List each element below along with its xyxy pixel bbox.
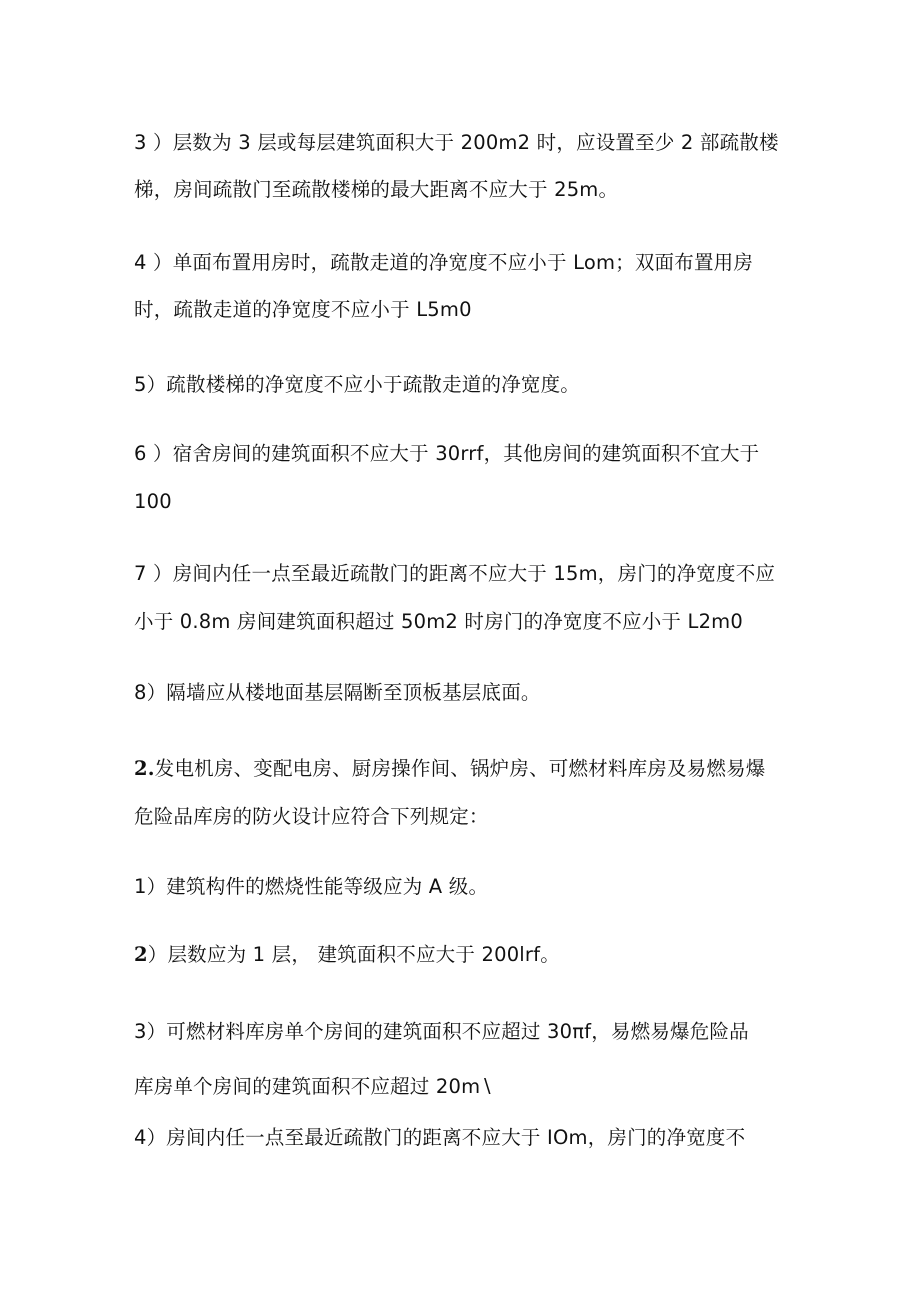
section-2-item-3-line-2: 库房单个房间的建筑面积不应超过 20m∖ bbox=[134, 1075, 493, 1098]
section-2-number: 2. bbox=[134, 757, 155, 780]
paragraph-6-line-1: 6 ）宿舍房间的建筑面积不应大于 30rrf，其他房间的建筑面积不宜大于 bbox=[134, 442, 760, 465]
section-2-title: 发电机房、变配电房、厨房操作间、锅炉房、可燃材料库房及易燃易爆 bbox=[154, 757, 766, 780]
paragraph-3-line-1: 3 ）层数为 3 层或每层建筑面积大于 200m2 时，应设置至少 2 部疏散楼 bbox=[134, 131, 779, 154]
paragraph-7-line-1: 7 ）房间内任一点至最近疏散门的距离不应大于 15m，房门的净宽度不应 bbox=[134, 562, 776, 585]
section-2-item-1: 1）建筑构件的燃烧性能等级应为 A 级。 bbox=[134, 875, 489, 898]
paragraph-4-line-2: 时，疏散走道的净宽度不应小于 L5m0 bbox=[134, 298, 472, 321]
section-2-item-2-text: ）层数应为 1 层， 建筑面积不应大于 200lrf。 bbox=[147, 943, 560, 966]
section-2-item-4-line-1: 4）房间内任一点至最近疏散门的距离不应大于 IOm，房门的净宽度不 bbox=[134, 1126, 746, 1149]
section-2-item-2-number: 2 bbox=[134, 943, 148, 966]
paragraph-7-line-2: 小于 0.8m 房间建筑面积超过 50m2 时房门的净宽度不应小于 L2m0 bbox=[134, 610, 743, 633]
paragraph-4-line-1: 4 ）单面布置用房时，疏散走道的净宽度不应小于 Lom；双面布置用房 bbox=[134, 251, 754, 274]
section-2-line-2: 危险品库房的防火设计应符合下列规定： bbox=[134, 805, 489, 828]
section-2-line-1 bbox=[134, 756, 794, 782]
section-2-item-3-line-1: 3）可燃材料库房单个房间的建筑面积不应超过 30πf，易燃易爆危险品 bbox=[134, 1020, 749, 1043]
section-2-item-2 bbox=[134, 942, 794, 968]
paragraph-3-line-2: 梯，房间疏散门至疏散楼梯的最大距离不应大于 25m。 bbox=[134, 178, 619, 201]
paragraph-6-line-2: 100 bbox=[134, 490, 172, 513]
paragraph-8-line-1: 8）隔墙应从楼地面基层隔断至顶板基层底面。 bbox=[134, 681, 541, 704]
paragraph-5-line-1: 5）疏散楼梯的净宽度不应小于疏散走道的净宽度。 bbox=[134, 373, 581, 396]
